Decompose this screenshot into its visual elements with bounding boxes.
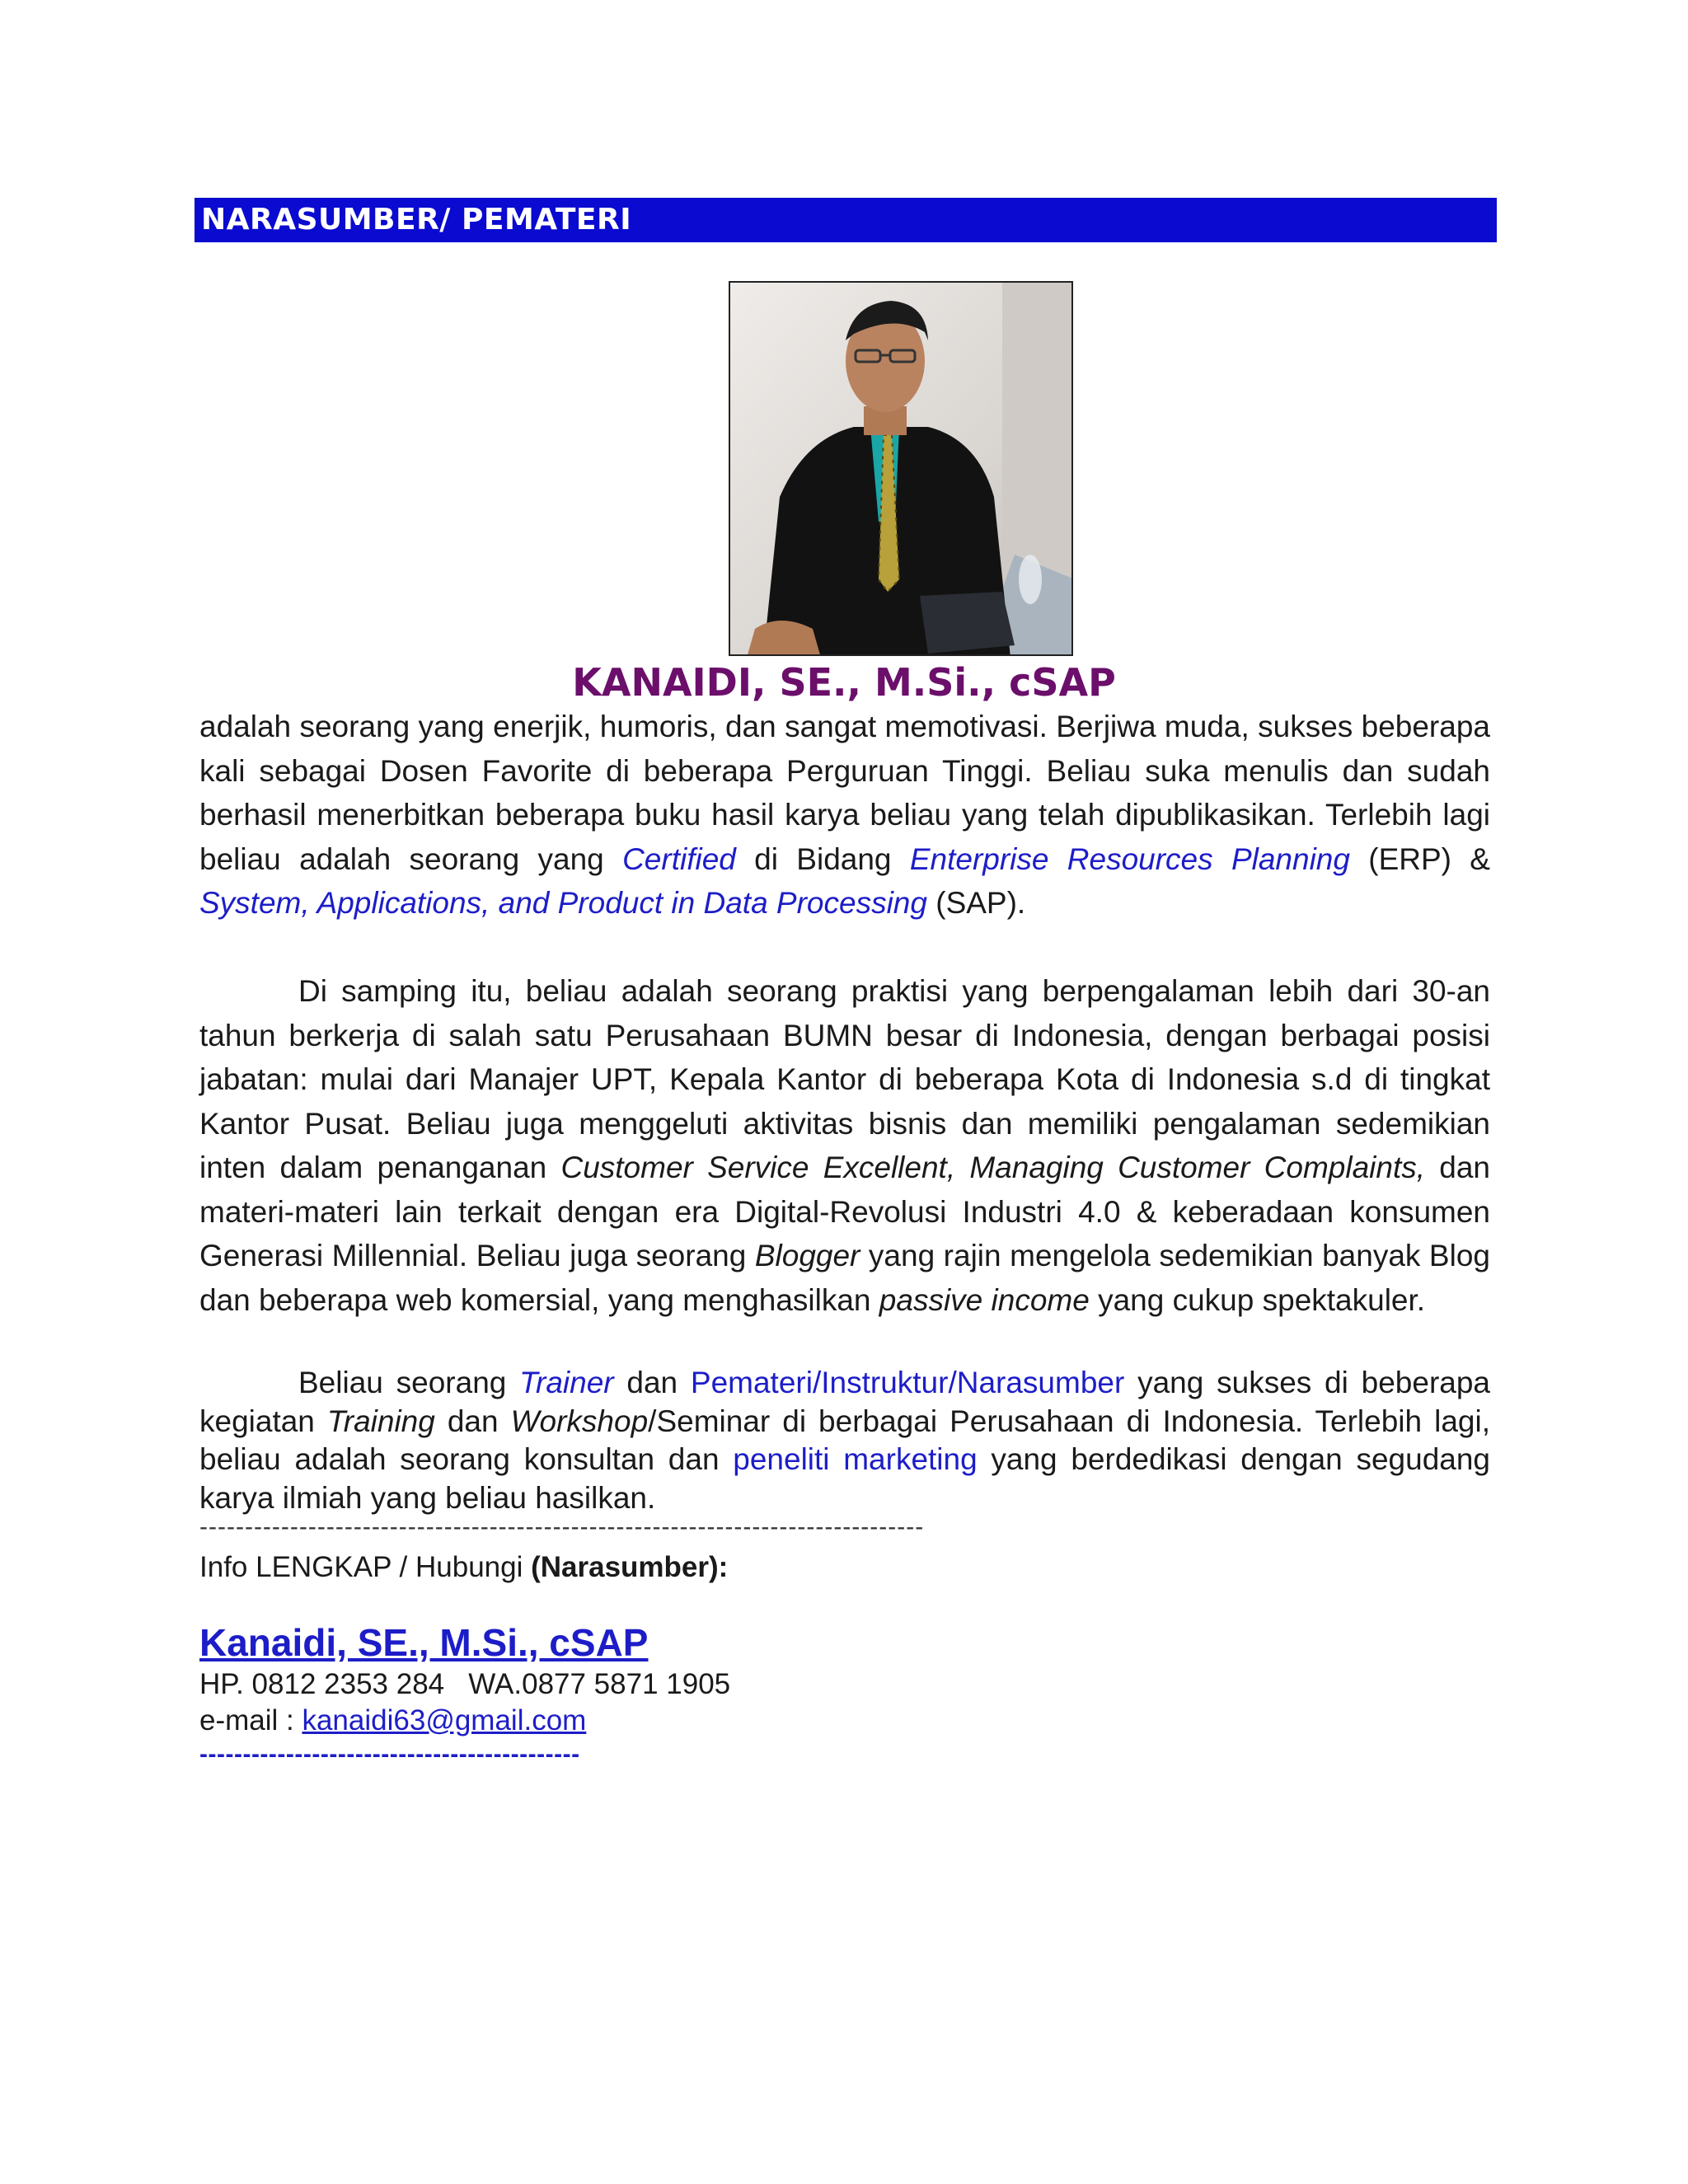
p2-segment: Customer Service Excellent, Managing Customer Complaints, — [560, 1151, 1426, 1184]
p1-segment: Enterprise Resources Planning — [909, 841, 1350, 876]
p2-segment: Blogger — [754, 1239, 860, 1272]
p2-segment: passive income — [879, 1282, 1090, 1317]
email-label: e-mail : — [199, 1704, 302, 1736]
p3-segment: Pemateri/Instruktur/Narasumber — [690, 1366, 1125, 1399]
p3-segment: dan — [434, 1404, 511, 1438]
bottom-divider: -------------------------------------------- — [199, 1741, 580, 1768]
contact-phone: HP. 0812 2353 284 WA.0877 5871 1905 — [199, 1668, 731, 1700]
p1-segment: (SAP). — [926, 886, 1026, 920]
p3-segment: Training — [326, 1404, 435, 1438]
bio-paragraph-1 — [199, 705, 1490, 926]
email-link[interactable]: kanaidi63@gmail.com — [302, 1704, 587, 1736]
p3-segment: peneliti marketing — [733, 1442, 978, 1476]
contact-email-line — [199, 1704, 586, 1737]
info-bold-label: (Narasumber): — [531, 1551, 729, 1583]
p3-segment: Workshop — [510, 1404, 649, 1438]
bio-paragraph-3 — [199, 1364, 1490, 1517]
p3-segment: dan — [613, 1366, 691, 1399]
p3-segment: /Seminar di berbagai Perusahaan di Indonesia. Terlebih lagi, beliau adalah seorang konsultan dan — [199, 1404, 1490, 1476]
p1-segment: (ERP) & — [1349, 841, 1490, 876]
bio-paragraph-2 — [199, 969, 1490, 1322]
p3-segment: yang sukses di beberapa kegiatan — [199, 1366, 1491, 1438]
p2-segment: yang cukup spektakuler. — [1089, 1282, 1426, 1317]
p1-segment: adalah seorang yang enerjik, humoris, dan sangat memotivasi. Berjiwa muda, sukses beberapa kali sebagai Dosen Favorite di beberapa Perguruan Tinggi. Beliau suka menulis dan sudah berhasil menerbitkan beberapa buku hasil karya beliau yang telah dipublikasikan. Terlebih lagi beliau adalah seorang yang — [199, 710, 1490, 876]
divider-line: -------------------------------------------------------------------------------- — [199, 1513, 925, 1540]
contact-name-link[interactable]: Kanaidi, SE., M.Si., cSAP — [199, 1621, 649, 1664]
speaker-photo-illustration — [730, 283, 1073, 656]
p3-segment: Beliau seorang — [298, 1366, 520, 1399]
p2-segment: dan materi-materi lain terkait dengan era Digital-Revolusi Industri 4.0 & keberadaan konsumen Generasi Millennial. Beliau juga seorang — [199, 1151, 1491, 1272]
info-prefix: Info LENGKAP / Hubungi — [199, 1551, 532, 1583]
bio-paragraph-3-text — [199, 1364, 1490, 1517]
p2-segment: Di samping itu, beliau adalah seorang praktisi yang berpengalaman lebih dari 30-an tahun berkerja di salah satu Perusahaan BUMN besar di Indonesia, dengan berbagai posisi jabatan: mulai dari Manajer UPT, Kepala Kantor di beberapa Kota di Indonesia s.d di tingkat Kantor Pusat. Beliau juga menggeluti aktivitas bisnis dan memiliki pengalaman sedemikian inten dalam penanganan — [199, 974, 1490, 1184]
p2-segment: yang rajin mengelola sedemikian banyak Blog dan beberapa web komersial, yang menghasilkan — [199, 1239, 1490, 1317]
p3-segment: yang berdedikasi dengan segudang karya ilmiah yang beliau hasilkan. — [199, 1442, 1491, 1515]
speaker-name-heading: KANAIDI, SE., M.Si., cSAP — [572, 660, 1116, 705]
bio-paragraph-1-text — [199, 705, 1490, 926]
p1-segment: Certified — [622, 841, 736, 876]
speaker-photo — [729, 281, 1073, 656]
p1-segment: System, Applications, and Product in Data Processing — [199, 886, 927, 920]
bio-paragraph-2-text — [199, 969, 1490, 1322]
section-title-bar: NARASUMBER/ PEMATERI — [195, 198, 1497, 242]
p1-segment: di Bidang — [735, 841, 910, 876]
info-line — [199, 1551, 728, 1584]
p3-segment: Trainer — [519, 1366, 614, 1399]
